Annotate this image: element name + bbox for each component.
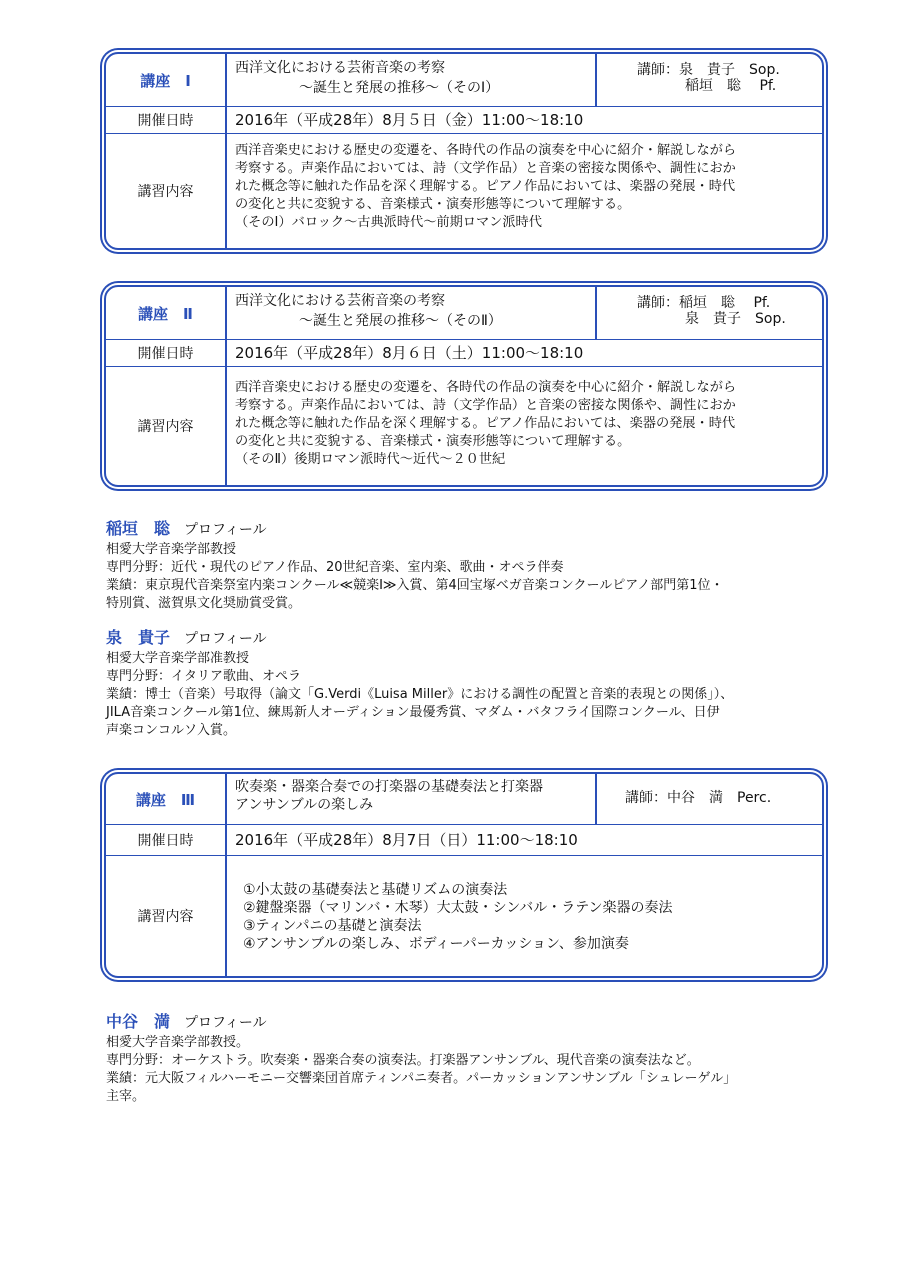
course-1-content-line: 西洋音楽史における歴史の変遷を、各時代の作品の演奏を中心に紹介・解説しながら <box>235 143 737 158</box>
course-2-lecturer-line1: 講師：稲垣 聡 Pf. <box>637 295 771 311</box>
course-2-content-row <box>106 367 822 485</box>
profile-line: 業績：博士（音楽）号取得（論文「G.Verdi《Luisa Miller》における調性の配置と音楽的表現との関係」）、 <box>106 687 734 702</box>
profile-izumi-heading <box>106 627 846 650</box>
course-1-topic-line1: 西洋文化における芸術音楽の考察 <box>235 60 445 76</box>
course-2-content-label: 講習内容 <box>106 367 227 485</box>
profile-line: 業績：元大阪フィルハーモニー交響楽団首席ティンパニ奏者。パーカッションアンサンブル「シュレーゲル」 <box>106 1071 737 1086</box>
course-3-content-label: 講習内容 <box>106 856 227 976</box>
course-1-lecturer-line1: 講師：泉 貴子 Sop. <box>637 62 780 78</box>
profile-line: 専門分野：近代・現代のピアノ作品、20世紀音楽、室内楽、歌曲・オペラ伴奏 <box>106 560 564 575</box>
profile-line: 声楽コンコルソ入賞。 <box>106 723 237 738</box>
course-3-content-line: ④アンサンブルの楽しみ、ボディーパーカッション、参加演奏 <box>243 936 629 952</box>
course-1-date-row <box>106 107 822 134</box>
profile-izumi-suffix: プロフィール <box>184 631 267 647</box>
course-2-header-row <box>106 287 822 340</box>
course-3-lecturer-line1: 講師：中谷 満 Perc. <box>625 790 772 806</box>
course-2-date-label: 開催日時 <box>106 340 227 366</box>
course-3-content <box>227 856 822 976</box>
course-1-content-row <box>106 134 822 248</box>
course-1-content-line: 考察する。声楽作品においては、詩（文学作品）と音楽の密接な関係や、調性におか <box>235 161 736 176</box>
course-2-content-line: （そのⅡ）後期ロマン派時代～近代～２０世紀 <box>235 452 506 467</box>
profile-line: 専門分野：イタリア歌曲、オペラ <box>106 669 302 684</box>
course-1-content-label: 講習内容 <box>106 134 227 248</box>
profile-inagaki-name: 稲垣 聡 <box>106 519 171 538</box>
course-1-box <box>104 52 824 250</box>
course-1-header-row <box>106 54 822 107</box>
course-3-box <box>104 772 824 978</box>
course-1-lecturer-line2: 稲垣 聡 Pf. <box>685 78 777 94</box>
course-1-content-line: （そのⅠ）バロック～古典派時代～前期ロマン派時代 <box>235 215 542 230</box>
course-1-date-label: 開催日時 <box>106 107 227 133</box>
course-3-content-line: ②鍵盤楽器（マリンバ・木琴）大太鼓・シンバル・ラテン楽器の奏法 <box>243 900 673 916</box>
course-3-content-line: ③ティンパニの基礎と演奏法 <box>243 918 422 934</box>
profile-line: 業績：東京現代音楽祭室内楽コンクール≪競楽Ⅰ≫入賞、第4回宝塚ベガ音楽コンクールピアノ部門第1位・ <box>106 578 724 593</box>
course-2-topic <box>227 287 597 339</box>
course-3-topic-line1: 吹奏楽・器楽合奏での打楽器の基礎奏法と打楽器 <box>235 779 543 795</box>
course-1-content-line: れた概念等に触れた作品を深く理解する。ピアノ作品においては、楽器の発展・時代 <box>235 179 736 194</box>
course-2-content-line: 考察する。声楽作品においては、詩（文学作品）と音楽の密接な関係や、調性におか <box>235 398 736 413</box>
course-2-topic-line2: ～誕生と発展の推移～（そのⅡ） <box>299 313 502 329</box>
course-2-content-line: 西洋音楽史における歴史の変遷を、各時代の作品の演奏を中心に紹介・解説しながら <box>235 380 737 395</box>
course-3-topic-line2: アンサンブルの楽しみ <box>235 797 374 813</box>
profile-line: 主宰。 <box>106 1089 146 1104</box>
course-1-content <box>227 134 822 248</box>
course-3-lecturer <box>597 774 822 824</box>
profile-line: 専門分野：オーケストラ。吹奏楽・器楽合奏の演奏法。打楽器アンサンブル、現代音楽の演奏法など。 <box>106 1053 700 1068</box>
course-1-topic <box>227 54 597 106</box>
course-1-topic-line2: ～誕生と発展の推移～（そのⅠ） <box>299 80 500 96</box>
course-3-label: 講座 Ⅲ <box>106 774 227 824</box>
course-2-box <box>104 285 824 487</box>
profile-nakatani-heading <box>106 1011 846 1034</box>
course-2-content-line: の変化と共に変貌する、音楽様式・演奏形態等について理解する。 <box>235 434 631 449</box>
course-3-header-row <box>106 774 822 825</box>
profile-nakatani-name: 中谷 満 <box>106 1012 171 1031</box>
profile-line: 相愛大学音楽学部准教授 <box>106 651 250 666</box>
course-2-topic-line1: 西洋文化における芸術音楽の考察 <box>235 293 445 309</box>
course-1-date-value: 2016年（平成28年）8月５日（金）11:00～18:10 <box>235 111 584 129</box>
profile-izumi <box>106 627 846 740</box>
profile-line: 相愛大学音楽学部教授。 <box>106 1035 250 1050</box>
course-3-date-label: 開催日時 <box>106 825 227 855</box>
course-2-date-row <box>106 340 822 367</box>
profile-line: 相愛大学音楽学部教授 <box>106 542 237 557</box>
course-2-date-value: 2016年（平成28年）8月６日（土）11:00～18:10 <box>235 344 584 362</box>
course-3-content-row <box>106 856 822 976</box>
course-1-lecturer <box>597 54 822 106</box>
course-2-content <box>227 367 822 485</box>
course-3-date-value: 2016年（平成28年）8月7日（日）11:00～18:10 <box>235 831 578 849</box>
course-3-content-line: ①小太鼓の基礎奏法と基礎リズムの演奏法 <box>243 882 508 898</box>
profile-izumi-name: 泉 貴子 <box>106 628 171 647</box>
course-3-date-row <box>106 825 822 856</box>
course-3-topic <box>227 774 597 824</box>
course-2-content-line: れた概念等に触れた作品を深く理解する。ピアノ作品においては、楽器の発展・時代 <box>235 416 736 431</box>
course-2-lecturer <box>597 287 822 339</box>
course-2-lecturer-line2: 泉 貴子 Sop. <box>685 311 786 327</box>
profile-inagaki <box>106 518 846 613</box>
profile-nakatani <box>106 1011 846 1106</box>
profile-inagaki-heading <box>106 518 846 541</box>
profile-line: JILA音楽コンクール第1位、練馬新人オーディション最優秀賞、マダム・バタフライ国際コンクール、日伊 <box>106 705 720 720</box>
course-1-label: 講座 Ⅰ <box>106 54 227 106</box>
profile-line: 特別賞、滋賀県文化奨励賞受賞。 <box>106 596 302 611</box>
profile-nakatani-suffix: プロフィール <box>184 1015 267 1031</box>
course-2-label: 講座 Ⅱ <box>106 287 227 339</box>
profile-inagaki-suffix: プロフィール <box>184 522 267 538</box>
course-1-content-line: の変化と共に変貌する、音楽様式・演奏形態等について理解する。 <box>235 197 631 212</box>
